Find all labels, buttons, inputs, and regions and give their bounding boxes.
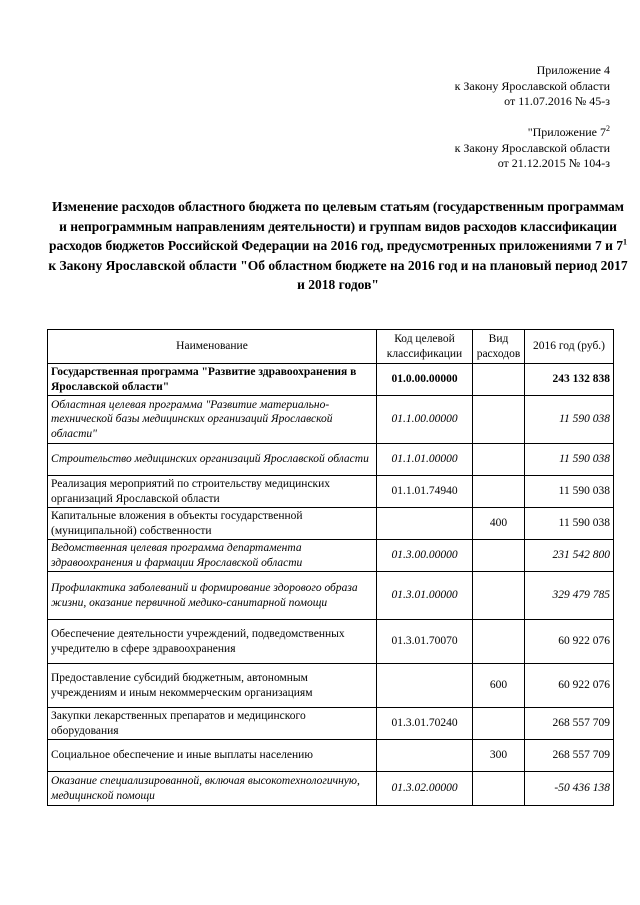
table-row	[48, 740, 614, 772]
header-name: Наименование	[48, 330, 377, 364]
row-sum: 243 132 838	[525, 364, 614, 396]
appendix-date: от 11.07.2016 № 45-з	[504, 94, 610, 108]
table-row	[48, 664, 614, 708]
header-code: Код целевой классификации	[377, 330, 473, 364]
row-vid	[473, 396, 525, 444]
row-name: Реализация мероприятий по строительству медицинских организаций Ярославской области	[48, 476, 377, 508]
row-code: 01.1.01.74940	[377, 476, 473, 508]
row-code: 01.3.02.00000	[377, 772, 473, 806]
row-name: Профилактика заболеваний и формирование здорового образа жизни, оказание первичной медико-санитарной помощи	[48, 572, 377, 620]
row-name: Капитальные вложения в объекты государственной (муниципальной) собственности	[48, 508, 377, 540]
budget-table	[47, 329, 614, 806]
row-name: Государственная программа "Развитие здравоохранения в Ярославской области"	[48, 364, 377, 396]
row-vid	[473, 772, 525, 806]
original-appendix-law-ref: к Закону Ярославской области	[454, 140, 610, 155]
row-sum: 268 557 709	[525, 708, 614, 740]
row-sum: 11 590 038	[525, 508, 614, 540]
table-row	[48, 508, 614, 540]
table-row	[48, 444, 614, 476]
table-row	[48, 708, 614, 740]
row-sum: 11 590 038	[525, 444, 614, 476]
row-sum: 60 922 076	[525, 620, 614, 664]
row-vid	[473, 364, 525, 396]
row-code: 01.1.00.00000	[377, 396, 473, 444]
row-code: 01.3.01.70070	[377, 620, 473, 664]
original-appendix-date: от 21.12.2015 № 104-з	[497, 156, 610, 170]
row-vid	[473, 708, 525, 740]
row-vid	[473, 572, 525, 620]
row-code: 01.3.01.00000	[377, 572, 473, 620]
table-row	[48, 540, 614, 572]
header-vid: Вид расходов	[473, 330, 525, 364]
table-row	[48, 476, 614, 508]
row-vid: 400	[473, 508, 525, 540]
row-code	[377, 664, 473, 708]
row-name: Обеспечение деятельности учреждений, подведомственных учредителю в сфере здравоохранения	[48, 620, 377, 664]
table-header-row	[48, 330, 614, 364]
row-vid	[473, 620, 525, 664]
original-appendix-header	[455, 125, 610, 172]
row-vid	[473, 540, 525, 572]
row-name: Областная целевая программа "Развитие материально-технической базы медицинских организаций Ярославской области"	[48, 396, 377, 444]
row-code: 01.1.01.00000	[377, 444, 473, 476]
row-name: Строительство медицинских организаций Ярославской области	[48, 444, 377, 476]
row-name: Закупки лекарственных препаратов и медицинского оборудования	[48, 708, 377, 740]
appendix-number: Приложение 4	[536, 63, 610, 77]
row-sum: -50 436 138	[525, 772, 614, 806]
row-sum: 11 590 038	[525, 396, 614, 444]
appendix-header	[455, 63, 610, 110]
header-sum: 2016 год (руб.)	[525, 330, 614, 364]
row-sum: 268 557 709	[525, 740, 614, 772]
row-vid	[473, 476, 525, 508]
row-vid: 300	[473, 740, 525, 772]
row-sum: 11 590 038	[525, 476, 614, 508]
row-code: 01.0.00.00000	[377, 364, 473, 396]
row-name: Ведомственная целевая программа департамента здравоохранения и фармации Ярославской области	[48, 540, 377, 572]
row-vid	[473, 444, 525, 476]
row-vid: 600	[473, 664, 525, 708]
row-code	[377, 740, 473, 772]
row-sum: 231 542 800	[525, 540, 614, 572]
row-name: Оказание специализированной, включая высокотехнологичную, медицинской помощи	[48, 772, 377, 806]
table-row	[48, 396, 614, 444]
table-row	[48, 364, 614, 396]
row-sum: 60 922 076	[525, 664, 614, 708]
row-code: 01.3.00.00000	[377, 540, 473, 572]
original-appendix-number: "Приложение $7^2$	[527, 124, 610, 139]
row-code	[377, 508, 473, 540]
table-row	[48, 772, 614, 806]
row-code: 01.3.01.70240	[377, 708, 473, 740]
row-sum: 329 479 785	[525, 572, 614, 620]
table-row	[48, 572, 614, 620]
row-name: Социальное обеспечение и иные выплаты населению	[48, 740, 377, 772]
table-row	[48, 620, 614, 664]
appendix-law-ref: к Закону Ярославской области	[454, 78, 610, 93]
document-title: Изменение расходов областного бюджета по целевым статьям (государственным программам и непрограммным направлениям деятельности) и группам видов расходов классификации расходов бюджетов Российской Федерации на 2016 год, предусмотренных приложениями 7 и $7^1$ к Закону Ярославской области "Об областном бюджете на 2016 год и на плановый период 2017 и 2018 годов"	[48, 199, 628, 292]
row-name: Предоставление субсидий бюджетным, автономным учреждениям и иным некоммерческим организациям	[48, 664, 377, 708]
